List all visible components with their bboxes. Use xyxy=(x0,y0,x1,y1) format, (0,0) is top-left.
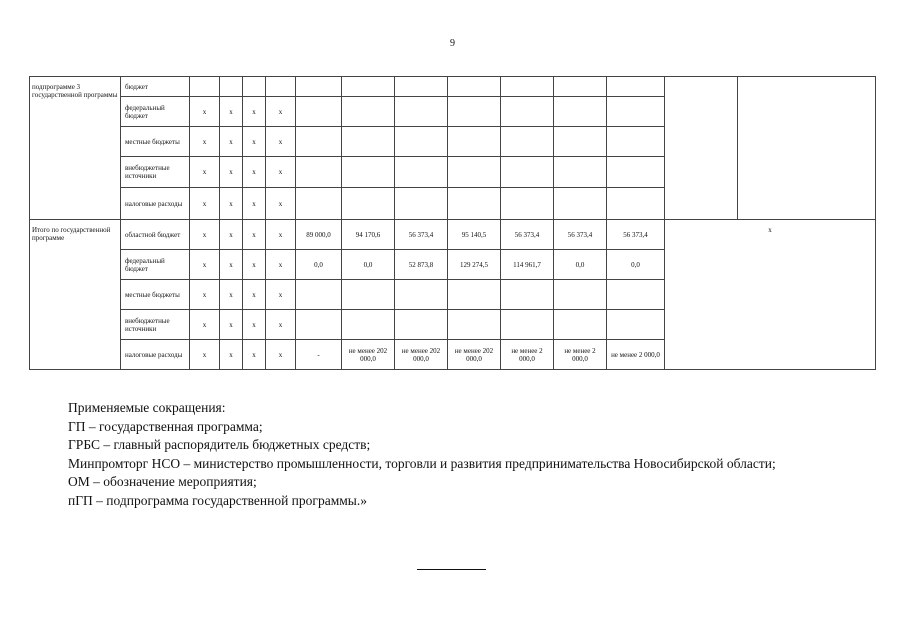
funding-source-cell: федеральный бюджет xyxy=(121,97,190,127)
value-cell xyxy=(220,77,243,97)
value-cell: х xyxy=(190,340,220,370)
value-cell: х xyxy=(266,127,296,157)
value-cell: 94 170,6 xyxy=(342,220,395,250)
value-cell xyxy=(607,127,665,157)
value-cell: х xyxy=(266,188,296,220)
value-cell xyxy=(448,77,501,97)
value-cell xyxy=(395,188,448,220)
value-cell: х xyxy=(243,340,266,370)
value-cell xyxy=(342,77,395,97)
value-cell xyxy=(296,310,342,340)
merged-empty-cell xyxy=(738,77,876,220)
value-cell: х xyxy=(243,188,266,220)
abbreviation-item: пГП – подпрограмма государственной программы.» xyxy=(68,492,367,508)
value-cell xyxy=(554,188,607,220)
value-cell xyxy=(395,310,448,340)
value-cell: х xyxy=(220,97,243,127)
value-cell xyxy=(243,77,266,97)
value-cell: х xyxy=(220,220,243,250)
value-cell xyxy=(342,97,395,127)
value-cell: х xyxy=(220,188,243,220)
value-cell xyxy=(607,280,665,310)
abbreviation-item: Минпромторг НСО – министерство промышленности, торговли и развития предпринимательства Новосибирской области; xyxy=(68,455,776,471)
value-cell xyxy=(501,97,554,127)
value-cell xyxy=(501,310,554,340)
value-cell: х xyxy=(220,340,243,370)
value-cell: не менее 2 000,0 xyxy=(554,340,607,370)
section-name-cell: подпрограмме 3 государственной программы xyxy=(30,77,121,220)
value-cell: не менее 202 000,0 xyxy=(342,340,395,370)
value-cell: 56 373,4 xyxy=(554,220,607,250)
value-cell xyxy=(190,77,220,97)
value-cell: не менее 2 000,0 xyxy=(607,340,665,370)
value-cell xyxy=(395,77,448,97)
value-cell: х xyxy=(190,250,220,280)
value-cell xyxy=(501,188,554,220)
value-cell xyxy=(395,157,448,188)
value-cell xyxy=(296,127,342,157)
value-cell: х xyxy=(266,310,296,340)
value-cell: х xyxy=(220,280,243,310)
value-cell: - xyxy=(296,340,342,370)
value-cell: 56 373,4 xyxy=(395,220,448,250)
value-cell xyxy=(296,157,342,188)
value-cell: х xyxy=(220,157,243,188)
value-cell xyxy=(296,280,342,310)
value-cell: 0,0 xyxy=(554,250,607,280)
value-cell: 95 140,5 xyxy=(448,220,501,250)
value-cell xyxy=(448,127,501,157)
funding-source-cell: местные бюджеты xyxy=(121,127,190,157)
value-cell: х xyxy=(266,280,296,310)
value-cell xyxy=(501,127,554,157)
value-cell xyxy=(607,188,665,220)
value-cell xyxy=(607,157,665,188)
value-cell: х xyxy=(190,97,220,127)
value-cell: х xyxy=(190,188,220,220)
section-name-cell: Итого по государственной программе xyxy=(30,220,121,370)
value-cell xyxy=(296,188,342,220)
budget-table xyxy=(29,76,876,370)
value-cell: х xyxy=(266,157,296,188)
abbreviations-heading: Применяемые сокращения: xyxy=(68,400,226,415)
funding-source-cell: внебюджетные источники xyxy=(121,310,190,340)
value-cell: 0,0 xyxy=(342,250,395,280)
value-cell xyxy=(342,157,395,188)
value-cell: х xyxy=(190,310,220,340)
value-cell: х xyxy=(243,97,266,127)
value-cell: х xyxy=(190,127,220,157)
value-cell: 0,0 xyxy=(296,250,342,280)
value-cell: не менее 202 000,0 xyxy=(395,340,448,370)
value-cell: не менее 2 000,0 xyxy=(501,340,554,370)
value-cell: х xyxy=(266,340,296,370)
value-cell xyxy=(448,157,501,188)
page-number: 9 xyxy=(450,38,455,49)
value-cell xyxy=(448,310,501,340)
value-cell: 89 000,0 xyxy=(296,220,342,250)
end-rule xyxy=(417,569,486,570)
value-cell xyxy=(607,97,665,127)
funding-source-cell: федеральный бюджет xyxy=(121,250,190,280)
value-cell: х xyxy=(266,220,296,250)
value-cell: х xyxy=(220,310,243,340)
value-cell: х xyxy=(243,220,266,250)
value-cell: х xyxy=(190,157,220,188)
value-cell xyxy=(448,97,501,127)
value-cell: х xyxy=(243,250,266,280)
abbreviations-block xyxy=(68,399,776,510)
value-cell xyxy=(342,280,395,310)
value-cell xyxy=(554,127,607,157)
value-cell: х xyxy=(243,310,266,340)
value-cell: х xyxy=(220,250,243,280)
value-cell: х xyxy=(190,220,220,250)
value-cell: х xyxy=(243,127,266,157)
value-cell xyxy=(554,77,607,97)
merged-empty-cell xyxy=(665,77,738,220)
value-cell xyxy=(342,188,395,220)
value-cell: х xyxy=(190,280,220,310)
value-cell xyxy=(395,280,448,310)
value-cell: х xyxy=(266,97,296,127)
funding-source-cell: бюджет xyxy=(121,77,190,97)
merged-note-cell: х xyxy=(665,220,876,370)
value-cell xyxy=(607,77,665,97)
value-cell: 114 961,7 xyxy=(501,250,554,280)
value-cell xyxy=(266,77,296,97)
funding-source-cell: областной бюджет xyxy=(121,220,190,250)
value-cell: 52 873,8 xyxy=(395,250,448,280)
value-cell xyxy=(342,310,395,340)
value-cell xyxy=(501,280,554,310)
table-row xyxy=(30,77,876,97)
funding-source-cell: налоговые расходы xyxy=(121,188,190,220)
value-cell xyxy=(554,280,607,310)
value-cell xyxy=(395,127,448,157)
value-cell: 0,0 xyxy=(607,250,665,280)
abbreviation-item: ГП – государственная программа; xyxy=(68,418,263,434)
value-cell: не менее 202 000,0 xyxy=(448,340,501,370)
value-cell: х xyxy=(243,157,266,188)
value-cell: х xyxy=(243,280,266,310)
value-cell: х xyxy=(266,250,296,280)
funding-source-cell: налоговые расходы xyxy=(121,340,190,370)
value-cell xyxy=(607,310,665,340)
value-cell xyxy=(395,97,448,127)
table-row xyxy=(30,220,876,250)
value-cell xyxy=(448,280,501,310)
value-cell xyxy=(501,77,554,97)
value-cell: х xyxy=(220,127,243,157)
value-cell xyxy=(296,77,342,97)
abbreviation-item: ОМ – обозначение мероприятия; xyxy=(68,474,257,489)
funding-source-cell: местные бюджеты xyxy=(121,280,190,310)
value-cell: 56 373,4 xyxy=(607,220,665,250)
value-cell xyxy=(554,310,607,340)
value-cell xyxy=(342,127,395,157)
value-cell: 56 373,4 xyxy=(501,220,554,250)
value-cell: 129 274,5 xyxy=(448,250,501,280)
funding-source-cell: внебюджетные источники xyxy=(121,157,190,188)
value-cell xyxy=(448,188,501,220)
abbreviation-item: ГРБС – главный распорядитель бюджетных средств; xyxy=(68,437,371,452)
value-cell xyxy=(554,157,607,188)
value-cell xyxy=(554,97,607,127)
value-cell xyxy=(501,157,554,188)
value-cell xyxy=(296,97,342,127)
